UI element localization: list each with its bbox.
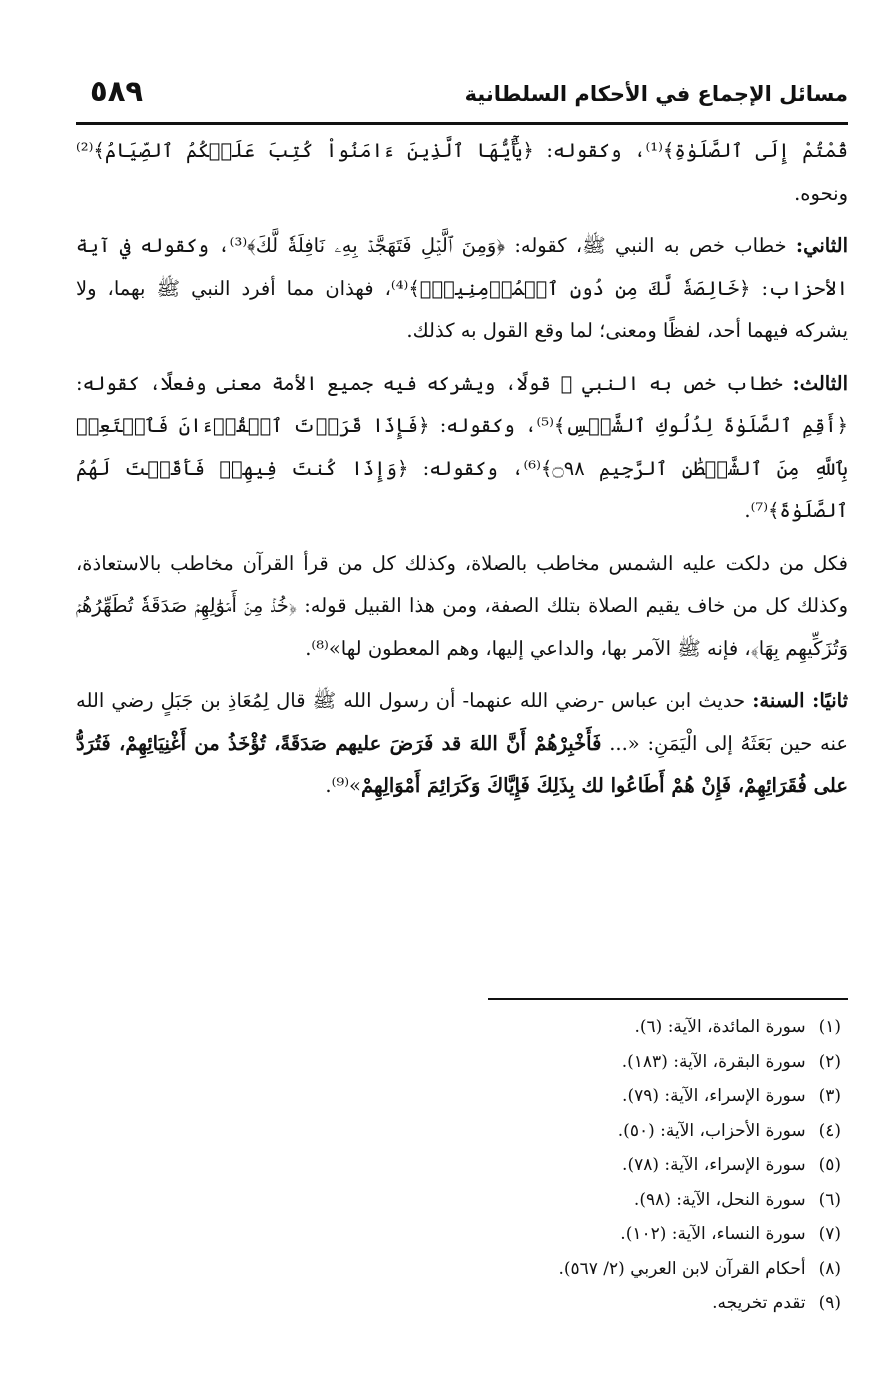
paragraph-text: »⁽⁹⁾. [325,774,361,797]
footnote-text: سورة الإسراء، الآية: (٧٨). [622,1155,806,1175]
footnotes [421,1010,841,1321]
footnote-text: سورة الأحزاب، الآية: (٥٠). [617,1120,806,1141]
footnote-number: (٩) [818,1293,841,1313]
paragraph-text: خطاب خص به النبي ﷺ قولًا، ويشركه فيه جميع الأمة معنى وفعلًا، كقوله: ﴿أَقِمِ ٱلصَّلَوٰةَ لِدُلُوكِ ٱلشَّمۡسِ﴾⁽⁵⁾، وكقوله: ﴿فَإِذَا قَرَأۡتَ ٱلۡقُرۡءَانَ فَٱسۡتَعِذۡ بِٱللَّهِ مِنَ ٱلشَّيۡطَٰنِ ٱلرَّجِيمِ ۝٩٨﴾⁽⁶⁾، وكقوله: ﴿وَإِذَا كُنتَ فِيهِمۡ فَأَقَمۡتَ لَهُمُ ٱلصَّلَوٰةَ﴾⁽⁷⁾. [76,371,848,522]
paragraph-1 [76,130,848,215]
footnote-text: أحكام القرآن لابن العربي (٢/ ٥٦٧). [558,1258,806,1279]
section-lead: الثالث: [792,371,848,395]
main-text [76,130,848,818]
footnote-number: (١) [818,1017,841,1037]
footnote-number: (٦) [818,1189,841,1210]
footnote-number: (٢) [818,1051,841,1072]
footnote-item [421,1045,841,1080]
paragraph-5 [76,680,848,808]
footnote-item [421,1114,841,1149]
paragraph-text: قُمْتُمْ إِلَى ٱلصَّلَوٰةِ﴾⁽¹⁾، وكقوله: ﴿يَٰٓأَيُّهَا ٱلَّذِينَ ءَامَنُواْ كُتِبَ عَلَيۡكُمُ ٱلصِّيَامُ﴾⁽²⁾ ونحوه. [76,139,848,205]
footnote-number: (٨) [818,1258,841,1279]
footnote-number: (٤) [818,1120,841,1141]
footnote-item [421,1079,841,1114]
footnote-item [421,1010,841,1045]
footnote-text: سورة الإسراء، الآية: (٧٩). [622,1086,806,1106]
hadith-quote: فَأَخْبِرْهُمْ أَنَّ اللهَ قد فَرَضَ عليهم صَدَقَةً، تُؤْخَذُ من أَغْنِيَائِهِمْ، فَتُرَدُّ على فُقَرَائِهِمْ، فَإِنْ هُمْ أَطَاعُوا لك بِذَلِكَ فَإِيَّاكَ وَكَرَائِمَ أَمْوَالِهِمْ [76,731,848,797]
section-lead: الثاني: [795,234,848,257]
paragraph-2 [76,225,848,353]
footnote-separator [488,998,848,1000]
footnote-text: سورة البقرة، الآية: (١٨٣). [621,1051,806,1072]
page-number: ٥٨٩ [90,74,144,108]
footnote-text: سورة المائدة، الآية: (٦). [634,1017,806,1037]
footnote-number: (٥) [818,1155,841,1175]
footnote-item [421,1217,841,1252]
footnote-text: تقدم تخريجه. [712,1293,806,1313]
footnote-item [421,1148,841,1183]
footnote-number: (٧) [818,1224,841,1244]
paragraph-text: فكل من دلكت عليه الشمس مخاطب بالصلاة، وكذلك كل من قرأ القرآن مخاطب بالاستعاذة، وكذلك كل من خاف يقيم الصلاة بتلك الصفة، ومن هذا القبيل قوله: ﴿خُذۡ مِنۡ أَمۡوَٰلِهِمۡ صَدَقَةٗ تُطَهِّرُهُمۡ وَتُزَكِّيهِم بِهَا﴾، فإنه ﷺ الآمر بها، والداعي إليها، وهم المعطون لها»⁽⁸⁾. [76,551,848,660]
paragraph-4 [76,543,848,671]
paragraph-text: خطاب خص به النبي ﷺ، كقوله: ﴿وَمِنَ ٱلَّيۡلِ فَتَهَجَّدۡ بِهِۦ نَافِلَةٗ لَّكَ﴾⁽³⁾، وكقوله في آية الأحزاب: ﴿خَالِصَةٗ لَّكَ مِن دُونِ ٱلۡمُؤۡمِنِينَۗ﴾⁽⁴⁾، فهذان مما أفرد النبي ﷺ بهما، ولا يشركه فيهما أحد، لفظًا ومعنى؛ لما وقع القول به كذلك. [76,234,848,342]
section-lead: ثانيًا: السنة: [752,689,849,712]
page-header [76,72,848,125]
running-title: مسائل الإجماع في الأحكام السلطانية [464,82,848,106]
paragraph-3 [76,363,848,533]
footnote-item [421,1183,841,1218]
footnote-item [421,1286,841,1321]
paragraph-text: حديث ابن عباس -رضي الله عنهما- أن رسول الله ﷺ قال لِمُعَاذِ بن جَبَلٍ رضي الله عنه حين بَعَثَهُ إلى الْيَمَنِ: «... [76,689,848,755]
footnote-item [421,1252,841,1287]
footnote-text: سورة النحل، الآية: (٩٨). [633,1189,806,1210]
footnote-number: (٣) [818,1086,841,1106]
footnote-text: سورة النساء، الآية: (١٠٢). [620,1224,806,1244]
